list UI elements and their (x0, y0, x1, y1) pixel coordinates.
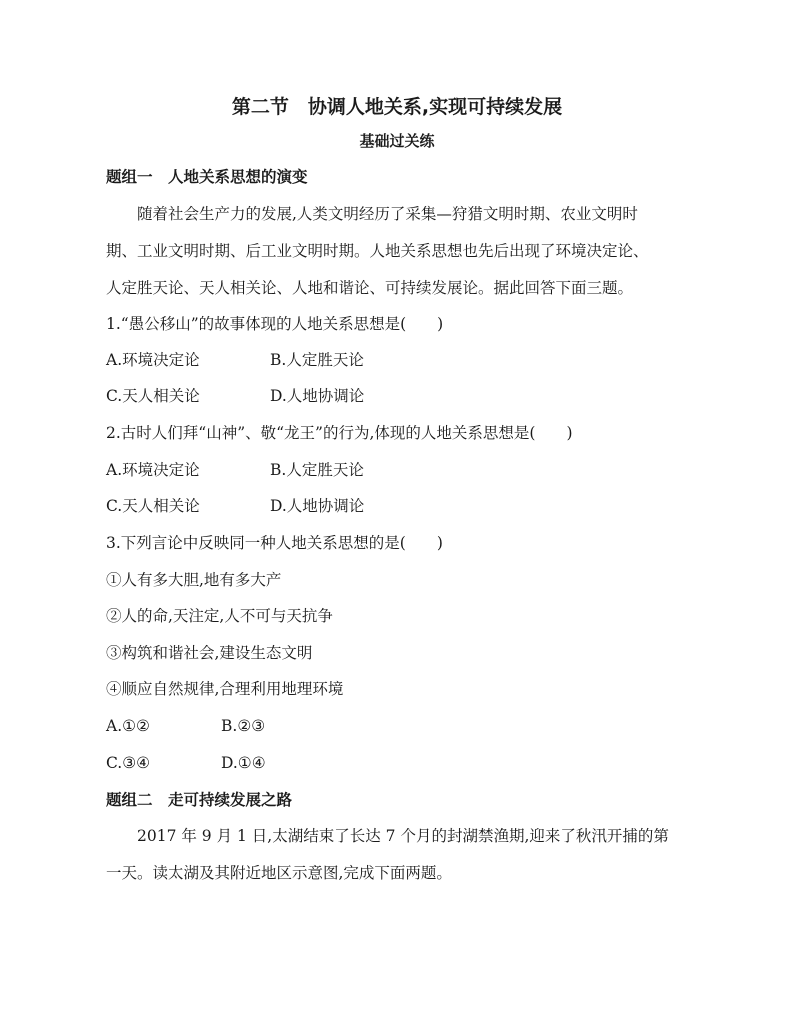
question-3-options-row-2 (106, 752, 406, 774)
group2-heading: 题组二 走可持续发展之路 (106, 791, 293, 809)
question-2-options-row-2 (106, 495, 506, 517)
question-1-option-a: A.环境决定论 (106, 351, 200, 369)
section-subtitle: 基础过关练 (359, 132, 435, 150)
group2-intro-line-2: 一天。读太湖及其附近地区示意图,完成下面两题。 (106, 864, 452, 882)
question-3-options-row-1 (106, 715, 406, 737)
group1-intro-line-1: 随着社会生产力的发展,人类文明经历了采集—狩猎文明时期、农业文明时 (137, 205, 638, 223)
group1-intro-line-3: 人定胜天论、天人相关论、人地和谐论、可持续发展论。据此回答下面三题。 (106, 279, 634, 297)
question-2-options-row-1 (106, 459, 506, 481)
question-3-item-4: ④顺应自然规律,合理利用地理环境 (106, 680, 344, 698)
question-2-option-b: B.人定胜天论 (270, 461, 364, 479)
group1-heading: 题组一 人地关系思想的演变 (106, 168, 308, 186)
question-1-options-row-2 (106, 385, 506, 407)
question-3-option-b: B.②③ (221, 717, 266, 735)
question-1-option-c: C.天人相关论 (106, 387, 200, 405)
section-title: 第二节 协调人地关系,实现可持续发展 (231, 96, 563, 118)
question-3-stem: 3.下列言论中反映同一种人地关系思想的是( ) (106, 534, 443, 552)
question-3-item-2: ②人的命,天注定,人不可与天抗争 (106, 607, 333, 625)
group2-intro-line-1: 2017 年 9 月 1 日,太湖结束了长达 7 个月的封湖禁渔期,迎来了秋汛开捕的第 (137, 827, 669, 845)
question-3-option-a: A.①② (106, 717, 150, 735)
question-3-option-d: D.①④ (221, 754, 266, 772)
question-2-stem: 2.古时人们拜“山神”、敬“龙王”的行为,体现的人地关系思想是( ) (106, 424, 573, 442)
question-1-stem: 1.“愚公移山”的故事体现的人地关系思想是( ) (106, 315, 444, 333)
question-2-option-c: C.天人相关论 (106, 497, 200, 515)
question-3-item-1: ①人有多大胆,地有多大产 (106, 571, 282, 589)
group1-intro-line-2: 期、工业文明时期、后工业文明时期。人地关系思想也先后出现了环境决定论、 (106, 242, 649, 260)
question-2-option-a: A.环境决定论 (106, 461, 200, 479)
question-1-option-d: D.人地协调论 (270, 387, 365, 405)
question-3-item-3: ③构筑和谐社会,建设生态文明 (106, 644, 313, 662)
question-3-option-c: C.③④ (106, 754, 151, 772)
question-2-option-d: D.人地协调论 (270, 497, 365, 515)
question-1-option-b: B.人定胜天论 (270, 351, 364, 369)
question-1-options-row-1 (106, 349, 506, 371)
